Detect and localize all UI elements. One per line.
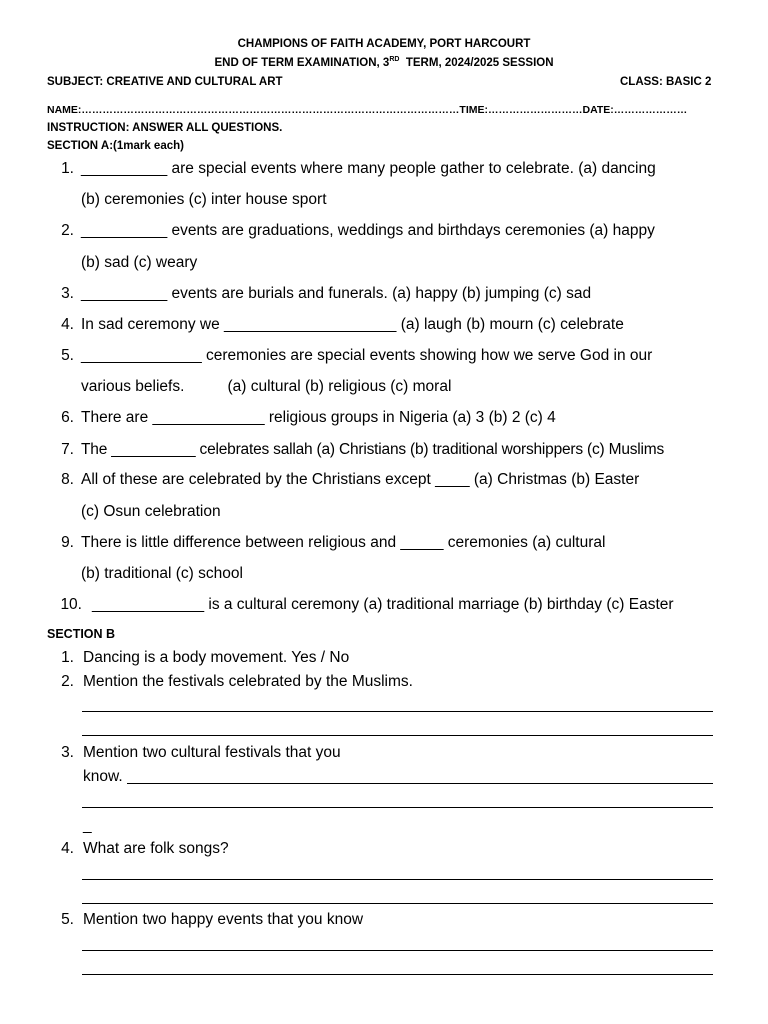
question-number: 2.: [61, 673, 74, 690]
answer-line[interactable]: [127, 783, 713, 784]
question-number: 9.: [61, 534, 74, 551]
exam-title-suffix: TERM, 2024/2025 SESSION: [405, 56, 554, 69]
question-text: In sad ceremony we ____________________ (a) laugh (b) mourn (c) celebrate: [81, 316, 624, 333]
question-text: __________ are special events where many people gather to celebrate. (a) dancing: [81, 160, 656, 177]
question-text-cont: various beliefs. (a) cultural (b) religious (c) moral: [81, 378, 452, 395]
question-text: Mention the festivals celebrated by the Muslims.: [83, 673, 413, 690]
question-text-cont: know.: [83, 768, 123, 785]
question-number: 5.: [61, 911, 74, 928]
question-text: What are folk songs?: [83, 840, 229, 857]
answer-line[interactable]: [82, 807, 713, 808]
answer-line[interactable]: [82, 974, 713, 975]
question-text: Mention two happy events that you know: [83, 911, 364, 928]
school-name: CHAMPIONS OF FAITH ACADEMY, PORT HARCOURT: [237, 38, 531, 50]
answer-line[interactable]: [82, 879, 713, 880]
question-number: 10.: [60, 596, 82, 613]
answer-line[interactable]: [82, 950, 713, 951]
question-number: 6.: [61, 409, 74, 426]
question-text-cont: (b) ceremonies (c) inter house sport: [81, 191, 327, 208]
question-text: __________ events are graduations, weddings and birthdays ceremonies (a) happy: [81, 222, 655, 239]
question-number: 3.: [61, 285, 74, 302]
question-text: There is little difference between religious and _____ ceremonies (a) cultural: [81, 534, 606, 551]
question-text: _____________ is a cultural ceremony (a) traditional marriage (b) birthday (c) Easter: [92, 596, 674, 613]
question-number: 2.: [61, 222, 74, 239]
answer-line[interactable]: [82, 711, 713, 712]
question-text-cont: (b) sad (c) weary: [81, 254, 198, 271]
answer-line[interactable]: [82, 735, 713, 736]
question-text: Dancing is a body movement. Yes / No: [83, 649, 350, 666]
question-number: 8.: [61, 471, 74, 488]
subject-label: SUBJECT: CREATIVE AND CULTURAL ART: [47, 76, 283, 88]
question-number: 4.: [61, 316, 74, 333]
class-label: CLASS: BASIC 2: [620, 76, 712, 88]
question-text: All of these are celebrated by the Christians except ____ (a) Christmas (b) Easter: [81, 471, 640, 488]
answer-line[interactable]: [82, 903, 713, 904]
answer-line-overflow: _: [83, 817, 92, 834]
question-text: The __________ celebrates sallah (a) Christians (b) traditional worshippers (c) Muslims: [81, 441, 665, 458]
exam-title-prefix: END OF TERM EXAMINATION, 3: [214, 56, 390, 69]
question-number: 5.: [61, 347, 74, 364]
question-number: 7.: [61, 441, 74, 458]
section-a-title: SECTION A:(1mark each): [47, 140, 184, 152]
exam-title: [0, 56, 768, 69]
question-number: 1.: [61, 160, 74, 177]
question-text-cont: (c) Osun celebration: [81, 503, 221, 520]
name-time-date-line: NAME:………………………………………………………………………………………………TIME:………………………DATE:…………………: [47, 104, 688, 116]
question-number: 4.: [61, 840, 74, 857]
instruction: INSTRUCTION: ANSWER ALL QUESTIONS.: [47, 122, 283, 134]
question-text: Mention two cultural festivals that you: [83, 744, 341, 761]
question-text: __________ events are burials and funerals. (a) happy (b) jumping (c) sad: [81, 285, 592, 302]
exam-title-superscript: RD: [389, 56, 400, 63]
question-text-cont: (b) traditional (c) school: [81, 565, 243, 582]
question-number: 1.: [61, 649, 74, 666]
question-text: There are _____________ religious groups in Nigeria (a) 3 (b) 2 (c) 4: [81, 409, 556, 426]
section-b-title: SECTION B: [47, 627, 116, 641]
question-text: ______________ ceremonies are special events showing how we serve God in our: [81, 347, 653, 364]
question-number: 3.: [61, 744, 74, 761]
